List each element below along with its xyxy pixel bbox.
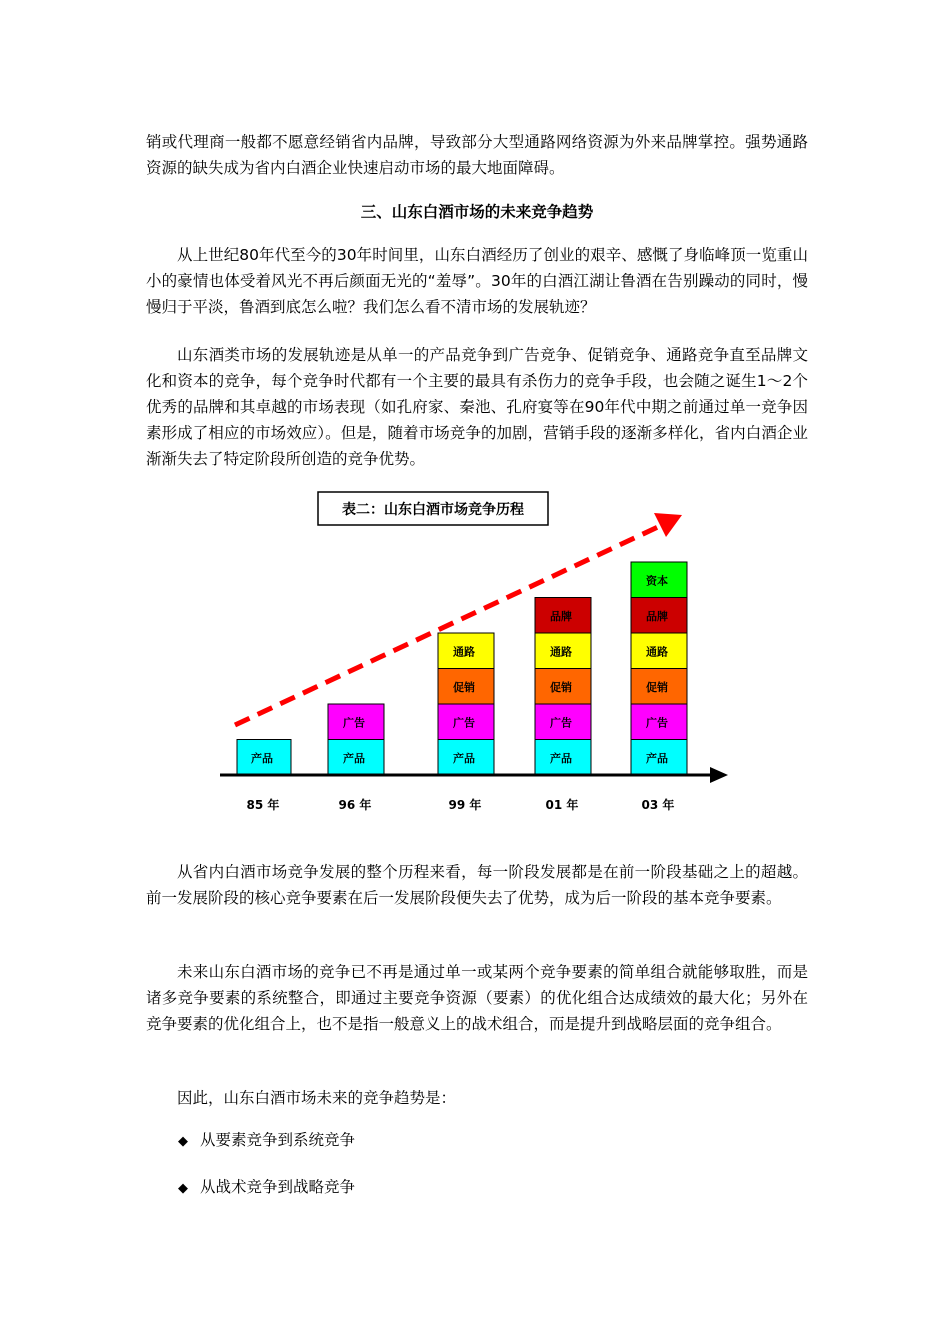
bar-segment-label: 通路 [646, 645, 668, 659]
bar-segment-label: 促销 [453, 680, 475, 694]
paragraph-development-track: 山东酒类市场的发展轨迹是从单一的产品竞争到广告竞争、促销竞争、通路竞争直至品牌文化和资本的竞争，每个竞争时代都有一个主要的最具有杀伤力的竞争手段，也会随之诞生1～2个优秀的品牌和其卓越的市场表现（如孔府家、秦池、孔府宴等在90年代中期之前通过单一竞争因素形成了相应的市场效应）。但是，随着市场竞争的加剧，营销手段的逐渐多样化，省内白酒企业渐渐失去了特定阶段所创造的竞争优势。 [146, 346, 808, 468]
paragraph-conclusion: 因此，山东白酒市场未来的竞争趋势是： [177, 1089, 457, 1107]
x-tick-label: 85 年 [246, 798, 280, 812]
bar-segment-label: 广告 [453, 716, 475, 730]
x-axis-tick-labels [247, 797, 675, 812]
bar-segment-label: 产品 [343, 751, 365, 765]
chart-title: 表二：山东白酒市场竞争历程 [342, 502, 524, 518]
bar-segment-label: 品牌 [550, 609, 572, 623]
bar-segment-label: 广告 [550, 716, 572, 730]
x-tick-label: 96 年 [338, 798, 372, 812]
bullet-text: 从战术竞争到战略竞争 [200, 1178, 356, 1196]
paragraph-channel-resources: 销或代理商一般都不愿意经销省内品牌，导致部分大型通路网络资源为外来品牌掌控。强势通路资源的缺失成为省内白酒企业快速启动市场的最大地面障碍。 [146, 133, 808, 177]
paragraph-history: 从上世纪80年代至今的30年时间里，山东白酒经历了创业的艰辛、感慨了身临峰顶一览重山小的豪情也体受着风光不再后颜面无光的“羞辱”。30年的白酒江湖让鲁酒在告别躁动的同时，慢慢归于平淡，鲁酒到底怎么啦？我们怎么看不清市场的发展轨迹？ [146, 246, 808, 316]
bar-segment-label: 品牌 [646, 609, 668, 623]
bar-segment-label: 广告 [646, 716, 668, 730]
paragraph-evolution: 从省内白酒市场竞争发展的整个历程来看，每一阶段发展都是在前一阶段基础之上的超越。前一发展阶段的核心竞争要素在后一发展阶段便失去了优势，成为后一阶段的基本竞争要素。 [146, 863, 808, 907]
bar-segment-label: 产品 [453, 751, 475, 765]
trend-arrow-head [654, 513, 682, 537]
x-tick-label: 01 年 [545, 798, 579, 812]
bullet-item-system [178, 1127, 355, 1155]
x-axis-arrow-head [710, 767, 728, 783]
bar-segment-label: 产品 [646, 751, 668, 765]
bar-segment-label: 促销 [646, 680, 668, 694]
bar-segment-label: 产品 [251, 751, 273, 765]
bar-segment-label: 促销 [550, 680, 572, 694]
bar-segment-label: 广告 [343, 716, 365, 730]
paragraph-future-competition: 未来山东白酒市场的竞争已不再是通过单一或某两个竞争要素的简单组合就能够取胜，而是诸多竞争要素的系统整合，即通过主要竞争资源（要素）的优化组合达成绩效的最大化；另外在竞争要素的优化组合上，也不是指一般意义上的战术组合，而是提升到战略层面的竞争组合。 [146, 963, 808, 1033]
diamond-bullet-icon: ◆ [178, 1134, 188, 1149]
bar-segment-label: 通路 [550, 645, 572, 659]
x-tick-label: 03 年 [641, 798, 675, 812]
bar-segment-label: 产品 [550, 751, 572, 765]
diamond-bullet-icon: ◆ [178, 1181, 188, 1196]
section-heading: 三、山东白酒市场的未来竞争趋势 [360, 203, 594, 221]
bar-segment-label: 通路 [453, 645, 475, 659]
bullet-item-strategy [178, 1174, 355, 1202]
x-tick-label: 99 年 [448, 798, 482, 812]
competition-history-chart [210, 480, 750, 825]
stacked-bars [237, 562, 687, 775]
bullet-text: 从要素竞争到系统竞争 [200, 1131, 356, 1149]
bar-segment-label: 资本 [646, 574, 668, 588]
